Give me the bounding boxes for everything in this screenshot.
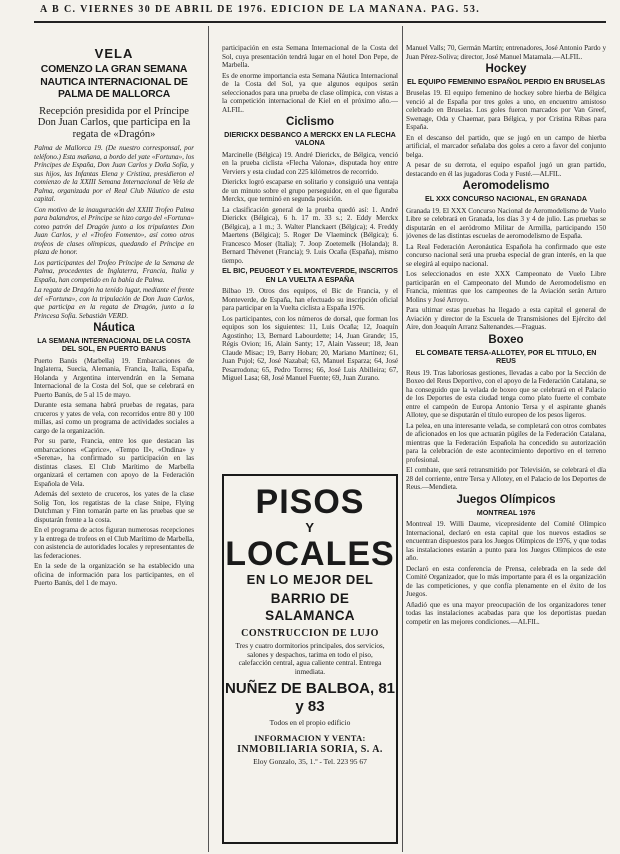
- ad-details: Tres y cuatro dormitorios principales, dos servicios, salones y despachos, tarima en todo el piso, calefacción central, agua caliente central. Entrega inmediata.: [235, 642, 385, 676]
- article-paragraph: Por su parte, Francia, entre los que destacan las embarcaciones «Caprice», «Tempo II», «Ondina» y «Serena», ha confirmado su participación en las distintas clases. El Club Marítimo de Marbella organizará el certamen con apoyo de la Federación Española de Vela.: [34, 437, 194, 488]
- ad-construction: CONSTRUCCION DE LUJO: [241, 628, 379, 639]
- article-paragraph: Declaró en esta conferencia de Prensa, celebrada en la sede del Comité Organizador, que lo más importante para él es la organización de las competiciones, y que confía plenamente en el éxito de los Juegos.: [406, 564, 606, 599]
- column-rule-right: [402, 26, 403, 852]
- article-paragraph: El combate, que será retransmitido por Televisión, se celebrará el día 28 del corriente, entre Tersa y Allotey, en el Palacio de los Deportes de Reus.—Mendieta.: [406, 466, 606, 492]
- section-title-boxeo: Boxeo: [488, 333, 524, 346]
- article-paragraph: participación en esta Semana Internacional de la Costa del Sol, cuya presentación tendrá lugar en el hotel Don Pepe, de Marbella.: [222, 44, 398, 69]
- headline-semana-nautica: COMENZO LA GRAN SEMANA NAUTICA INTERNACIONAL DE PALMA DE MALLORCA: [40, 64, 188, 100]
- headline-aeromodelismo: EL XXX CONCURSO NACIONAL, EN GRANADA: [425, 194, 587, 204]
- section-title-juegos-olimpicos: Juegos Olímpicos: [456, 493, 556, 506]
- column-rule-left: [208, 26, 209, 852]
- article-paragraph: Además del sexteto de cruceros, los yates de la clase Solig Ton, los regatistas de la clase Snipe, Flying Dutchman y Finn tomarán parte en las pruebas que se disputarán frente a la costa.: [34, 490, 194, 524]
- article-paragraph: Los participantes, con los números de dorsal, que forman los equipos son los siguientes: 11, Luis Ocaña; 12, Joaquín Agostinho; 13, Bernard Labourdette; 14, Juan Grande; 15, Régis Ovion; 16, Alain Santy; 17, Alain Vasseur; 18, Jean Claude Misac; 19, Barry Hoban; 20, Mariano Martínez; 61, Juan Pujol; 62, José Nazabal; 63, Manuel Esparza; 64, José Pesarrodona; 65, Pedro Torres; 66, José Luis Abilleira; 67, Miguel Lasa; 68, José Manuel Fuente; 69, Juan Zurano.: [222, 314, 398, 383]
- article-paragraph: Es de enorme importancia esta Semana Náutica Internacional de la Costa del Sol, ya que algunos equipos serán seleccionados para una prueba de clase olímpica, con vistas a la competición internacional de Kiel en el próximo año.—ALFIL.: [222, 71, 398, 114]
- ad-title-locales: LOCALES: [225, 535, 395, 573]
- ad-subtitle: EN LO MEJOR DEL: [246, 572, 374, 587]
- ad-company: INMOBILIARIA SORIA, S. A.: [237, 744, 383, 755]
- article-paragraph: Palma de Mallorca 19. (De nuestro corresponsal, por teléfono.) Esta mañana, a bordo del yate «Fortuna», los Príncipes de España, Don Juan Carlos y Doña Sofía, y sus hijos, las Infantas Elena y Cristina, presidieron el comienzo de la XXIII Semana Internacional de Vela de Palma, organizada por el Real Club Náutico de esta capital.: [34, 144, 194, 203]
- headline-dierickx: DIERICKX DESBANCO A MERCKX EN LA FLECHA VALONA: [224, 130, 396, 148]
- column-right: [406, 44, 606, 852]
- article-paragraph: Añadió que es una mayor preocupación de los organizadores tener todas las instalaciones acabadas para que los deportistas puedan competir en las mejores condiciones.—ALFIL.: [406, 600, 606, 626]
- ad-address: NUÑEZ DE BALBOA, 81 y 83: [224, 680, 396, 715]
- article-paragraph: Dierickx logró escaparse en solitario y consiguió una ventaja de un minuto sobre el grupo perseguidor, en el que figuraba Merckx, que terminó en segunda posición.: [222, 178, 398, 204]
- column-left: [34, 44, 194, 852]
- ad-contact: Eloy Gonzalo, 35, 1.º - Tel. 223 95 67: [253, 757, 367, 766]
- ad-title-y: Y: [305, 520, 315, 535]
- ad-neighborhood: BARRIO DE SALAMANCA: [265, 591, 355, 623]
- article-paragraph: Bruselas 19. El equipo femenino de hockey sobre hierba de Bélgica venció al de España por tres goles a uno, en encuentro amistoso celebrado en Bruselas. Los goles fueron marcados por Van Greef, Swenage, Oda y Chaemar, para Bélgica, y por Cristina Ribas para España.: [406, 89, 606, 132]
- article-paragraph: Con motivo de la inauguración del XXIII Trofeo Palma para balandros, el Príncipe se hizo cargo del «Fortuna» como patrón del Dragón junto a los tripulantes Don Juan Carlos, y el «Trofeo Fomento», así como otros trofeos de clases olímpicas, quedando el Príncipe en plaza de honor.: [34, 205, 194, 256]
- subheadline-recepcion: Recepción presidida por el Príncipe Don Juan Carlos, que participa en la regata de «Dragón»: [37, 105, 191, 140]
- article-paragraph: Montreal 19. Willi Daume, vicepresidente del Comité Olímpico Internacional, declaró en esta capital que los nuevos estadios se encuentran dispuestos para los Juegos Olímpicos de 1976, y que todas las instalaciones estarán a punto para los Juegos Olímpicos de este año.: [406, 520, 606, 563]
- article-paragraph: Bilbao 19. Otros dos equipos, el Bic de Francia, y el Monteverde, de España, han efectuado su inscripción oficial para participar en la Vuelta ciclista a España 1976.: [222, 287, 398, 313]
- page-masthead: A B C. VIERNES 30 DE ABRIL DE 1976. EDICION DE LA MAÑANA. PAG. 53.: [40, 4, 481, 15]
- article-paragraph: Los seleccionados en este XXX Campeonato de Vuelo Libre participarán en el Campeonato del Mundo de Aeromodelismo en Francia, mientras que los campeones de la Aviación serán Arturo Molins y José Arroyo.: [406, 270, 606, 304]
- headline-costa-del-sol: LA SEMANA INTERNACIONAL DE LA COSTA DEL SOL, EN PUERTO BANUS: [37, 336, 191, 354]
- ad-title-pisos: PISOS: [255, 483, 365, 521]
- ad-note: Todos en el propio edificio: [269, 718, 351, 727]
- article-paragraph: En el descanso del partido, que se jugó en un campo de hierba artificial, el marcador señalaba dos goles a cero a favor del conjunto belga.: [406, 133, 606, 159]
- article-paragraph: En la sede de la organización se ha establecido una oficina de información para los participantes, en el Puerto Banús, del 1 de mayo.: [34, 562, 194, 588]
- article-paragraph: La pelea, en una interesante velada, se completará con otros combates de aficionados en los que actuarán púgiles de la Federación Catalana, mientras que la Federación Española ha concedido su autorización para la celebración de este acontecimiento deportivo en el terreno profesional.: [406, 421, 606, 464]
- article-paragraph: Marcinelle (Bélgica) 19. André Dierickx, de Bélgica, venció en la prueba ciclista «Flecha Valona», disputada hoy entre Verviers y esta ciudad con 225 kilómetros de recorrido.: [222, 150, 398, 176]
- headline-montreal: MONTREAL 1976: [476, 507, 536, 517]
- article-paragraph: La clasificación general de la prueba quedó así: 1. André Dierickx (Bélgica), 6 h. 17 m. 33 s.; 2. Eddy Merckx (Bélgica), a 1 m.; 3. Walter Planckaert (Bélgica); 4. Freddy Maertens (Bélgica); 5. Roger De Vlaeminck (Bélgica); 6. Francesco Moser (Italia); 7. Joop Zoetemelk (Holanda); 8. Bernard Thévenet (Francia); 9. Luis Ocaña (España), mismo tiempo.: [222, 205, 398, 265]
- headline-boxeo: EL COMBATE TERSA-ALLOTEY, POR EL TITULO, EN REUS: [415, 347, 597, 366]
- headline-hockey: EL EQUIPO FEMENINO ESPAÑOL PERDIO EN BRUSELAS: [406, 77, 606, 86]
- article-paragraph: Manuel Valls; 70, Germán Martín; entrenadores, José Antonio Pardo y Juan Pérez-Soliva; director, José Manuel Matamala.—ALFIL.: [406, 44, 606, 61]
- section-title-aeromodelismo: Aeromodelismo: [462, 180, 550, 193]
- column-middle: [222, 44, 398, 470]
- article-paragraph: Para ultimar estas pruebas ha llegado a esta capital el general de Aviación y director de la Escuela de Transmisiones del Ejército del Aire, don Joaquín Arranz Saltenandes.—Fraguas.: [406, 306, 606, 332]
- section-title-hockey: Hockey: [485, 63, 527, 75]
- article-paragraph: La Real Federación Aeronáutica Española ha confirmado que este concurso nacional será una prueba especial de gran interés, en la que se elegirá al equipo nacional.: [406, 242, 606, 268]
- section-title-ciclismo: Ciclismo: [286, 116, 334, 128]
- section-title-nautica: Náutica: [93, 322, 135, 334]
- article-paragraph: En el programa de actos figuran numerosas recepciones y la entrega de trofeos en el Club Marítimo de Marbella, con asistencia de autoridades locales y representantes de las federaciones.: [34, 526, 194, 560]
- article-paragraph: Reus 19. Tras laboriosas gestiones, llevadas a cabo por la Sección de Boxeo del Reus Deportivo, con el apoyo de la Federación Catalana, se ha conseguido que la velada de boxeo que se celebrará en el Palacio de los Deportes de esta ciudad tenga como plato fuerte el combate entre el campeón de Europa Antonio Tersa y el aspirante ghanés Allotey, que se disputarán el título europeo de los pesos ligeros.: [406, 368, 606, 420]
- article-paragraph: Durante esta semana habrá pruebas de regatas, para cruceros y yates de vela, con recorridos entre 80 y 100 millas, así como un programa de actividades sociales a cargo de la organización.: [34, 401, 194, 435]
- real-estate-advertisement: [222, 474, 398, 844]
- masthead-rule: [34, 21, 606, 23]
- ad-info-label: INFORMACION Y VENTA:: [254, 733, 366, 743]
- article-paragraph: La regata de Dragón ha tenido lugar, mediante el frente del «Fortuna», con la tripulación de Don Juan Carlos, que participa en la regata de Dragón, junto a la Princesa Sofía. Sebastián VERD.: [34, 286, 194, 320]
- section-title-vela: VELA: [94, 46, 134, 61]
- article-paragraph: Granada 19. El XXX Concurso Nacional de Aeromodelismo de Vuelo Libre se celebrará en Granada, los días 3 y 4 de julio. Las pruebas se disputarán en el aeródromo Militar de Armilla, participando 150 jóvenes de las distintas escuelas de aeromodelismo de España.: [406, 206, 606, 241]
- article-paragraph: Los participantes del Trofeo Príncipe de la Semana de Palma, procedentes de Inglaterra, Francia, Italia y España, han competido en la bahía de Palma.: [34, 258, 194, 284]
- article-paragraph: A pesar de su derrota, el equipo español jugó un gran partido, destacando en él las jugadoras Coda y Fusté.—ALFIL.: [406, 161, 606, 178]
- headline-vuelta-espana: EL BIC, PEUGEOT Y EL MONTEVERDE, INSCRITOS EN LA VUELTA A ESPAÑA: [222, 266, 398, 284]
- article-paragraph: Puerto Banús (Marbella) 19. Embarcaciones de Inglaterra, Suecia, Alemania, Francia, Italia, España, Holanda y Argentina intervendrán en la Semana Internacional de la Costa del Sol, que se celebrará en Puerto Banús, de 5 al 15 de mayo.: [34, 356, 194, 399]
